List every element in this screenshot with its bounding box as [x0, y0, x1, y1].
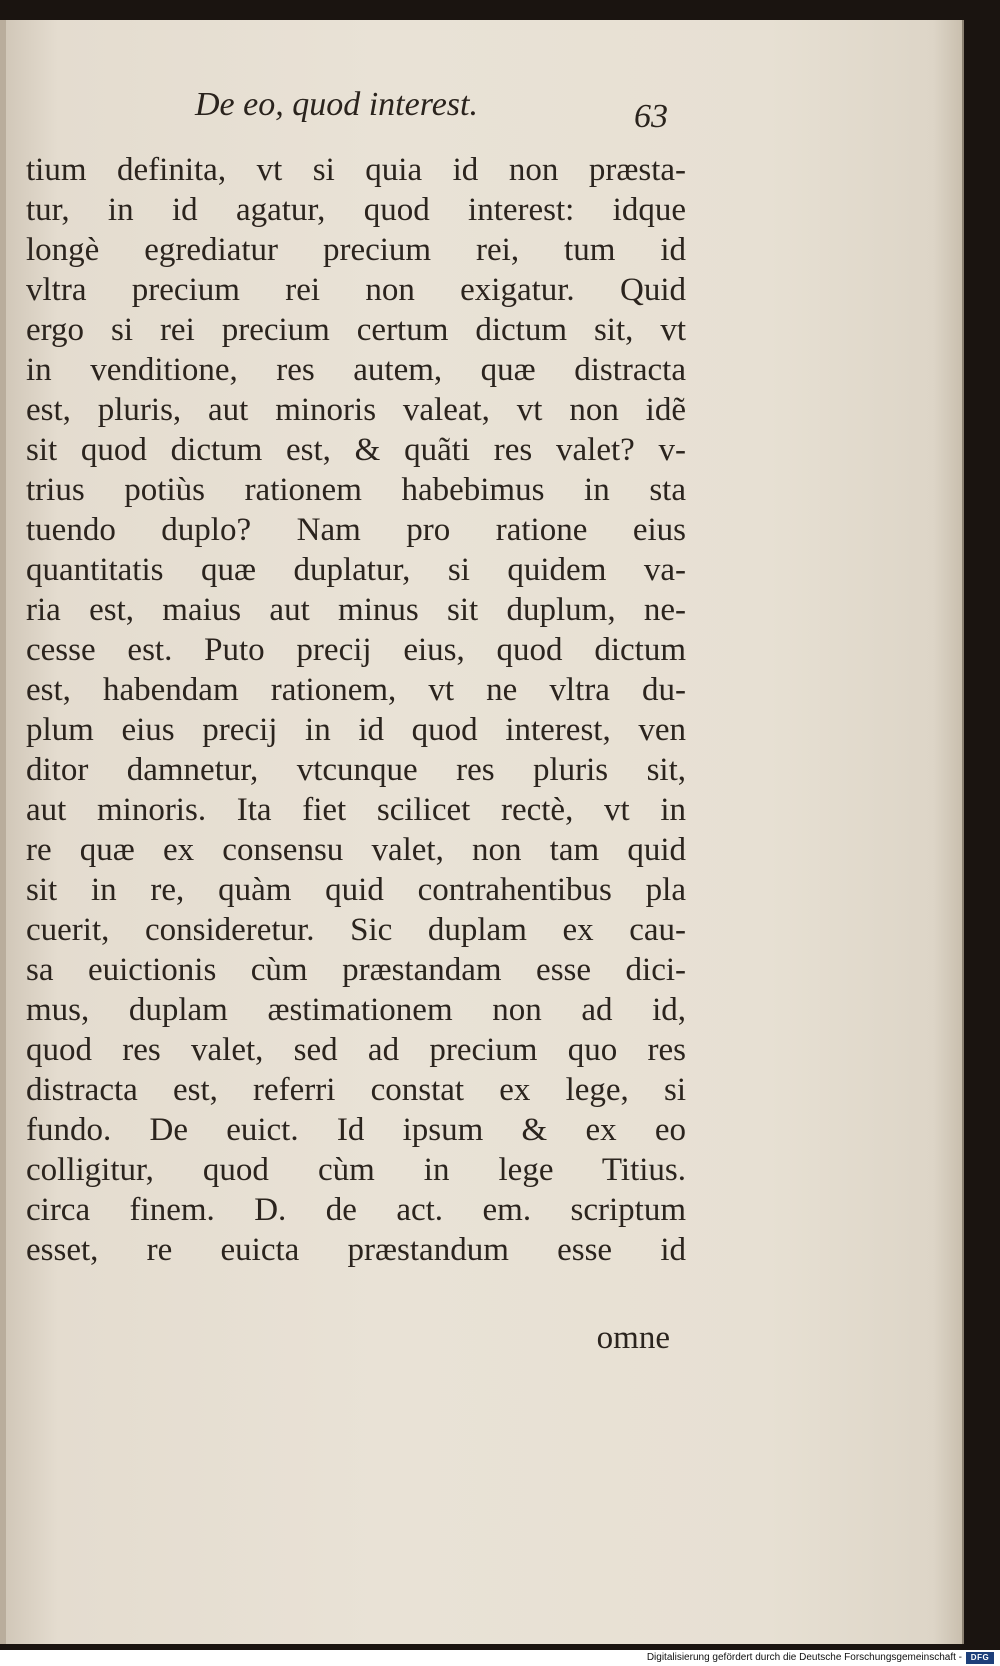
text-line: sa euictionis cùm præstandam esse dici- [26, 952, 686, 988]
text-line: tuendo duplo? Nam pro ratione eius [26, 512, 686, 548]
text-line: longè egrediatur precium rei, tum id [26, 232, 686, 268]
funding-note: Digitalisierung gefördert durch die Deutsche Forschungsgemeinschaft - [646, 1652, 962, 1663]
page-number: 63 [634, 98, 668, 135]
text-line: ergo si rei precium certum dictum sit, vt [26, 312, 686, 348]
text-line: fundo. De euict. Id ipsum & ex eo [26, 1112, 686, 1148]
text-line: cesse est. Puto precij eius, quod dictum [26, 632, 686, 668]
text-line: vltra precium rei non exigatur. Quid [26, 272, 686, 308]
text-line: tur, in id agatur, quod interest: idque [26, 192, 686, 228]
text-line: trius potiùs rationem habebimus in sta [26, 472, 686, 508]
text-line: plum eius precij in id quod interest, ven [26, 712, 686, 748]
running-head: De eo, quod interest. [195, 86, 478, 123]
dfg-logo: DFG [966, 1652, 994, 1664]
text-line: re quæ ex consensu valet, non tam quid [26, 832, 686, 868]
text-line: quod res valet, sed ad precium quo res [26, 1032, 686, 1068]
text-line: est, habendam rationem, vt ne vltra du- [26, 672, 686, 708]
text-line: quantitatis quæ duplatur, si quidem va- [26, 552, 686, 588]
text-line: distracta est, referri constat ex lege, si [26, 1072, 686, 1108]
text-line: esset, re euicta præstandum esse id [26, 1232, 686, 1268]
text-line: sit in re, quàm quid contrahentibus pla [26, 872, 686, 908]
text-line: in venditione, res autem, quæ distracta [26, 352, 686, 388]
text-line: ria est, maius aut minus sit duplum, ne- [26, 592, 686, 628]
text-line: tium definita, vt si quia id non præsta- [26, 152, 686, 188]
text-line: cuerit, consideretur. Sic duplam ex cau- [26, 912, 686, 948]
text-line: circa finem. D. de act. em. scriptum [26, 1192, 686, 1228]
text-line: colligitur, quod cùm in lege Titius. [26, 1152, 686, 1188]
page-edge [0, 20, 6, 1644]
catchword: omne [596, 1320, 670, 1356]
body-text [26, 150, 686, 1270]
text-line: est, pluris, aut minoris valeat, vt non idẽ [26, 392, 686, 428]
text-line: sit quod dictum est, & quãti res valet? v- [26, 432, 686, 468]
text-line: mus, duplam æstimationem non ad id, [26, 992, 686, 1028]
text-line: ditor damnetur, vtcunque res pluris sit, [26, 752, 686, 788]
text-line: aut minoris. Ita fiet scilicet rectè, vt in [26, 792, 686, 828]
